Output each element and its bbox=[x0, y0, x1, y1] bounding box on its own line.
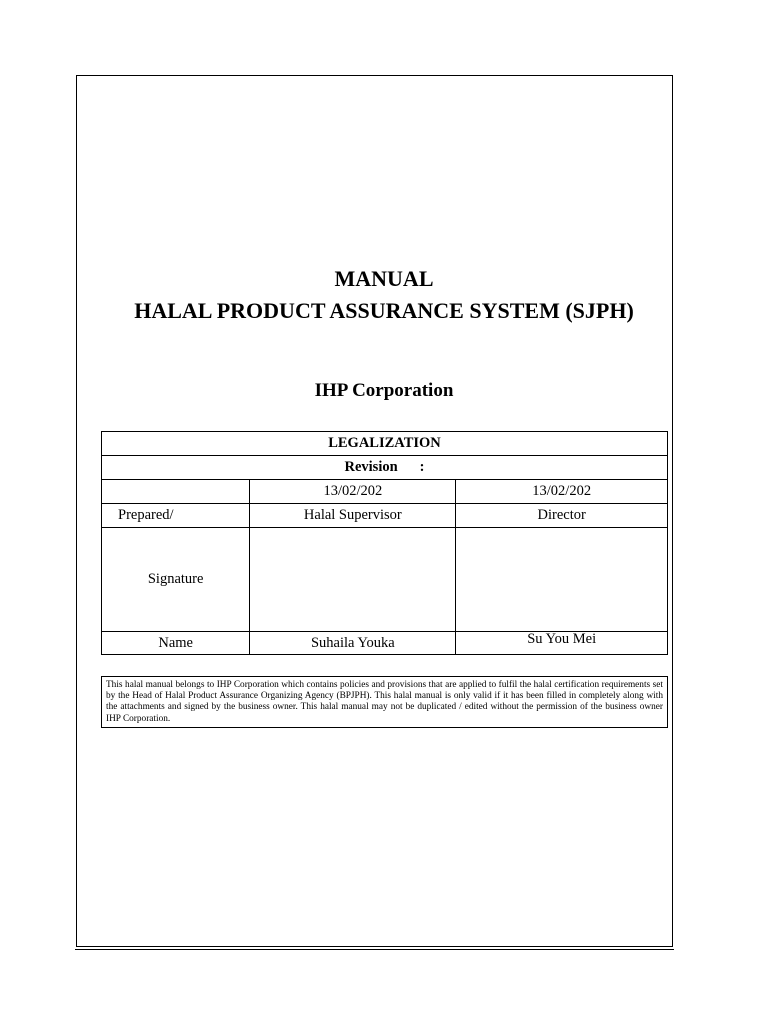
prepared-label: Prepared/ bbox=[102, 504, 250, 528]
signature-row bbox=[102, 528, 668, 632]
revision-colon: : bbox=[419, 459, 425, 475]
legalization-table bbox=[101, 431, 668, 655]
name-supervisor: Suhaila Youka bbox=[250, 632, 456, 655]
name-director-cell bbox=[456, 632, 668, 655]
signature-box-director bbox=[456, 528, 668, 632]
revision-cell bbox=[102, 456, 668, 480]
name-row bbox=[102, 632, 668, 655]
role-director: Director bbox=[456, 504, 668, 528]
ownership-notice: This halal manual belongs to IHP Corporation which contains policies and provisions that are applied to fulfil the halal certification requirements set by the Head of Halal Product Assurance Organizing Agency (BPJPH). This halal manual is only valid if it has been filled in completely along with the attachments and signed by the business owner. This halal manual may not be duplicated / edited without the permission of the business owner IHP Corporation. bbox=[101, 676, 668, 728]
revision-label: Revision bbox=[344, 459, 398, 475]
role-row bbox=[102, 504, 668, 528]
date-empty-cell bbox=[102, 480, 250, 504]
legalization-heading: LEGALIZATION bbox=[102, 432, 668, 456]
date-director: 13/02/202 bbox=[456, 480, 668, 504]
revision-row bbox=[102, 456, 668, 480]
document-subtitle: HALAL PRODUCT ASSURANCE SYSTEM (SJPH) bbox=[134, 298, 634, 323]
signature-label: Signature bbox=[102, 528, 250, 632]
document-title: MANUAL bbox=[334, 266, 434, 291]
company-name: IHP Corporation bbox=[314, 380, 454, 401]
role-supervisor: Halal Supervisor bbox=[250, 504, 456, 528]
legalization-heading-row bbox=[102, 432, 668, 456]
date-supervisor: 13/02/202 bbox=[250, 480, 456, 504]
date-row bbox=[102, 480, 668, 504]
name-director: Su You Mei bbox=[527, 630, 597, 647]
name-label: Name bbox=[102, 632, 250, 655]
signature-box-supervisor bbox=[250, 528, 456, 632]
